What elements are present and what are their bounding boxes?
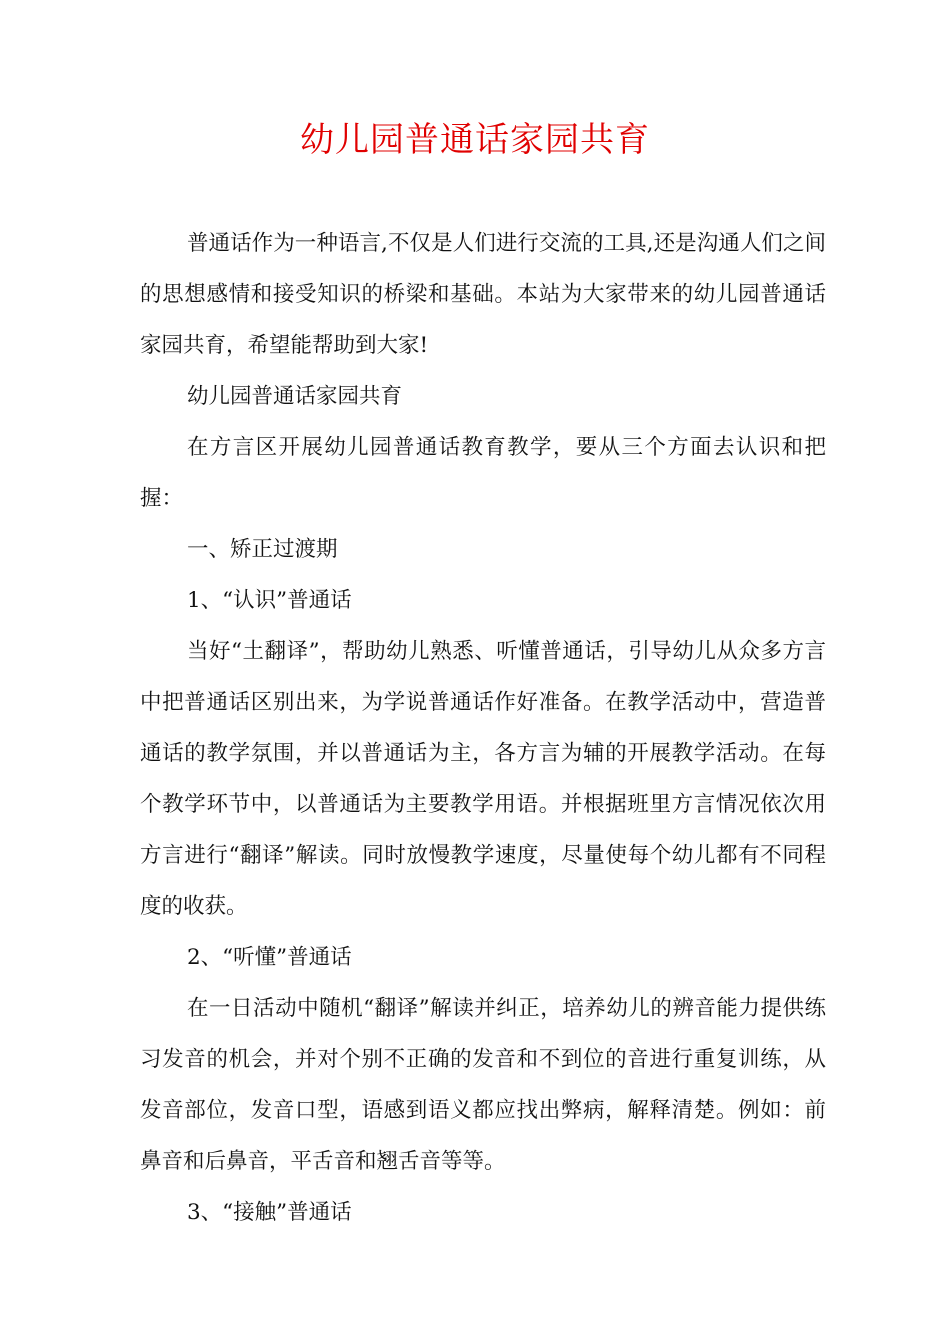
paragraph-subtitle: 幼儿园普通话家园共育	[187, 384, 403, 409]
paragraph-body-2: 在一日活动中随机“翻译”解读并纠正，培养幼儿的辨音能力提供练习发音的机会，并对个别不正确的发音和不到位的音进行重复训练，从发音部位，发音口型，语感到语义都应找出弊病，解释清楚。例如：前鼻音和后鼻音，平舌音和翘舌音等等。	[140, 996, 826, 1174]
subheading-2: 2、“听懂”普通话	[187, 945, 352, 970]
document-body	[140, 218, 826, 1238]
subheading-3: 3、“接触”普通话	[187, 1200, 352, 1225]
paragraph-body-1: 当好“土翻译”，帮助幼儿熟悉、听懂普通话，引导幼儿从众多方言中把普通话区别出来，为学说普通话作好准备。在教学活动中，营造普通话的教学氛围，并以普通话为主，各方言为辅的开展教学活动。在每个教学环节中，以普通话为主要教学用语。并根据班里方言情况依次用方言进行“翻译”解读。同时放慢教学速度，尽量使每个幼儿都有不同程度的收获。	[140, 639, 826, 919]
section-heading-1: 一、矫正过渡期	[187, 537, 338, 562]
subheading-1: 1、“认识”普通话	[187, 588, 352, 613]
paragraph-overview: 在方言区开展幼儿园普通话教育教学，要从三个方面去认识和把握：	[140, 435, 826, 511]
document-title: 幼儿园普通话家园共育	[300, 120, 650, 160]
paragraph-intro: 普通话作为一种语言,不仅是人们进行交流的工具,还是沟通人们之间的思想感情和接受知识的桥梁和基础。本站为大家带来的幼儿园普通话家园共育，希望能帮助到大家!	[140, 231, 826, 358]
